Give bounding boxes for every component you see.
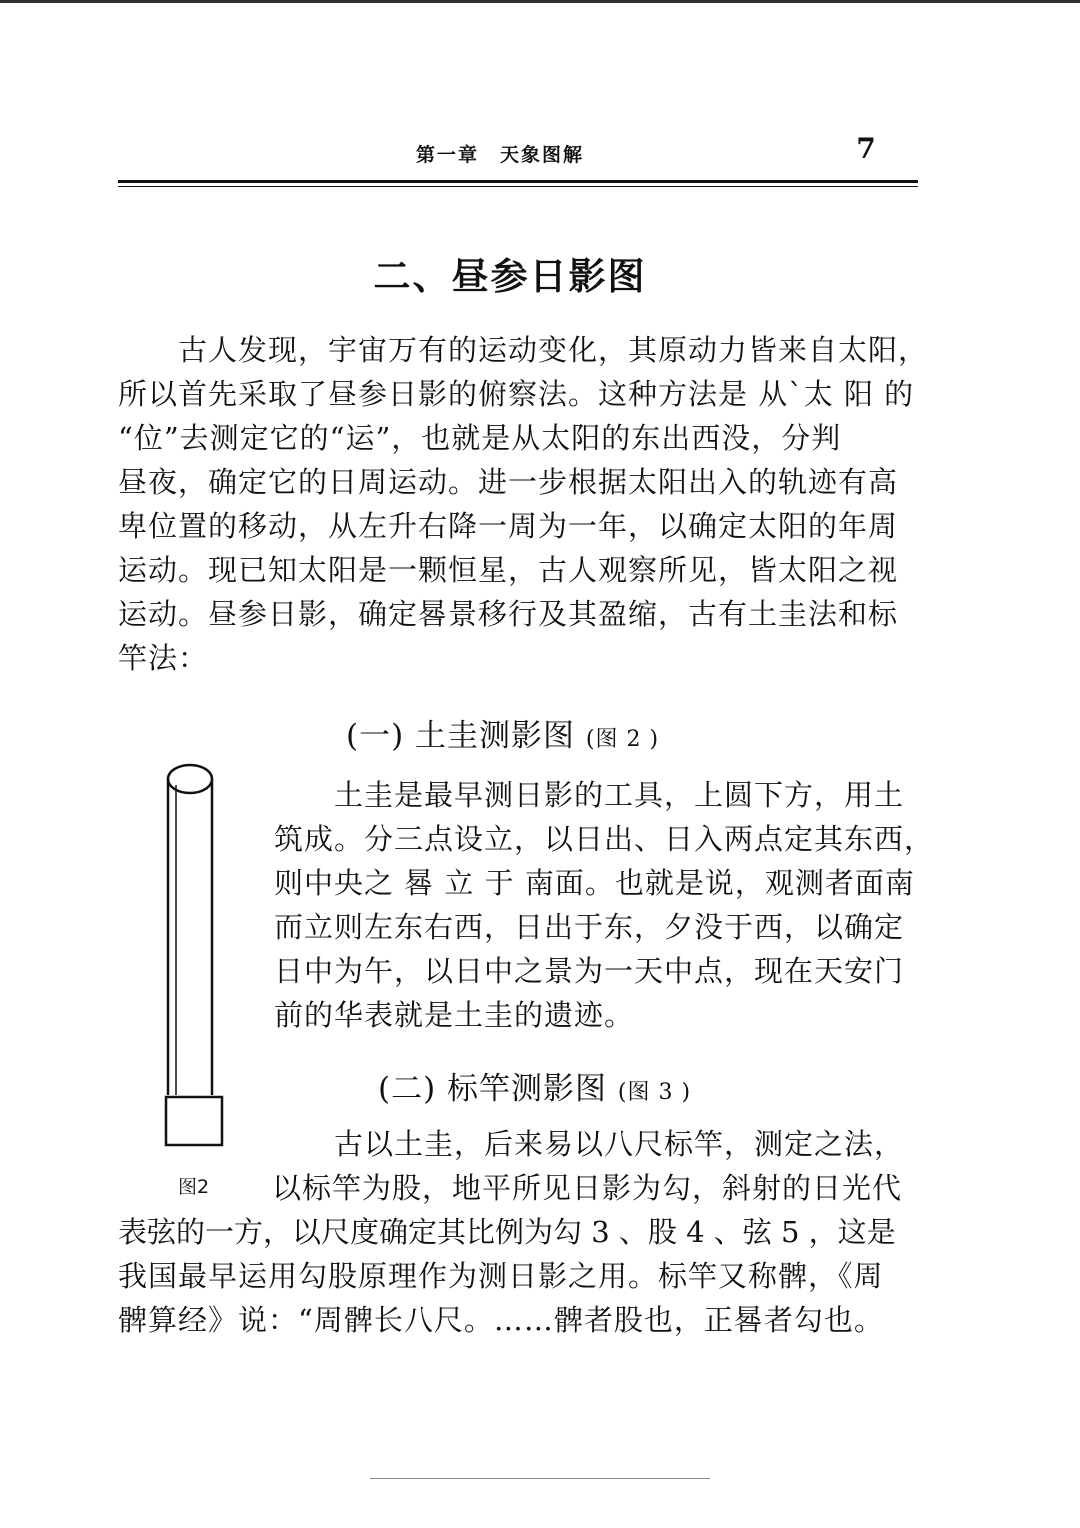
- subsection-title-1: [346, 710, 659, 755]
- intro-line: 运动。昼参日影，确定晷景移行及其盈缩，古有土圭法和标: [118, 597, 899, 631]
- figure-reference: (图 3 ): [617, 1080, 692, 1105]
- biaogan-line: 表弦的一方，以尺度确定其比例为勾 3 、股 4 、弦 5 ，这是: [118, 1215, 896, 1249]
- page-number: 7: [856, 132, 876, 165]
- biaogan-line: 古以土圭，后来易以八尺标竿，测定之法，: [334, 1127, 905, 1161]
- tugui-line: 筑成。分三点设立，以日出、日入两点定其东西，: [274, 822, 935, 856]
- figure-reference: (图 2 ): [585, 727, 660, 752]
- intro-line: 古人发现，宇宙万有的运动变化，其原动力皆来自太阳，: [178, 333, 929, 367]
- intro-line: 运动。现已知太阳是一颗恒星，古人观察所见，皆太阳之视: [118, 553, 899, 587]
- running-header: 第一章 天象图解: [415, 144, 584, 166]
- tugui-line: 前的华表就是土圭的遗迹。: [274, 998, 635, 1032]
- subsection-title-2: [378, 1063, 691, 1108]
- scan-edge-mark: [0, 0, 1080, 3]
- intro-line: 竿法：: [118, 641, 209, 675]
- intro-line: “位”去测定它的“运”，也就是从太阳的东出西没，分判: [118, 421, 842, 455]
- biaogan-line: 以标竿为股，地平所见日影为勾，斜射的日光代: [272, 1171, 903, 1205]
- biaogan-line: 髀算经》说：“周髀长八尺。……髀者股也，正晷者勾也。: [118, 1303, 884, 1337]
- tugui-line: 土圭是最早测日影的工具，上圆下方，用土: [334, 778, 905, 812]
- tugui-line: 日中为午，以日中之景为一天中点，现在天安门: [274, 954, 905, 988]
- subsection-title-text: (二) 标竿测影图: [378, 1071, 608, 1107]
- tugui-line: 而立则左东右西，日出于东，夕没于西，以确定: [274, 910, 905, 944]
- subsection-title-text: (一) 土圭测影图: [346, 718, 576, 754]
- section-title: 二、昼参日影图: [373, 255, 647, 298]
- header-rule-thin: [118, 186, 918, 187]
- intro-line: 昼夜，确定它的日周运动。进一步根据太阳出入的轨迹有高: [118, 465, 899, 499]
- scan-edge-mark: [370, 1478, 710, 1479]
- intro-line: 卑位置的移动，从左升右降一周为一年，以确定太阳的年周: [118, 509, 899, 543]
- intro-line: 所以首先采取了昼参日影的俯察法。这种方法是 从`太 阳 的: [118, 377, 915, 411]
- figure-2-tugui-illustration: [150, 755, 240, 1155]
- header-rule: [118, 180, 918, 183]
- biaogan-line: 我国最早运用勾股原理作为测日影之用。标竿又称髀，《周: [118, 1259, 884, 1293]
- tugui-line: 则中央之 晷 立 于 南面。也就是说，观测者面南: [274, 866, 915, 900]
- figure-2-caption: 图2: [178, 1176, 210, 1198]
